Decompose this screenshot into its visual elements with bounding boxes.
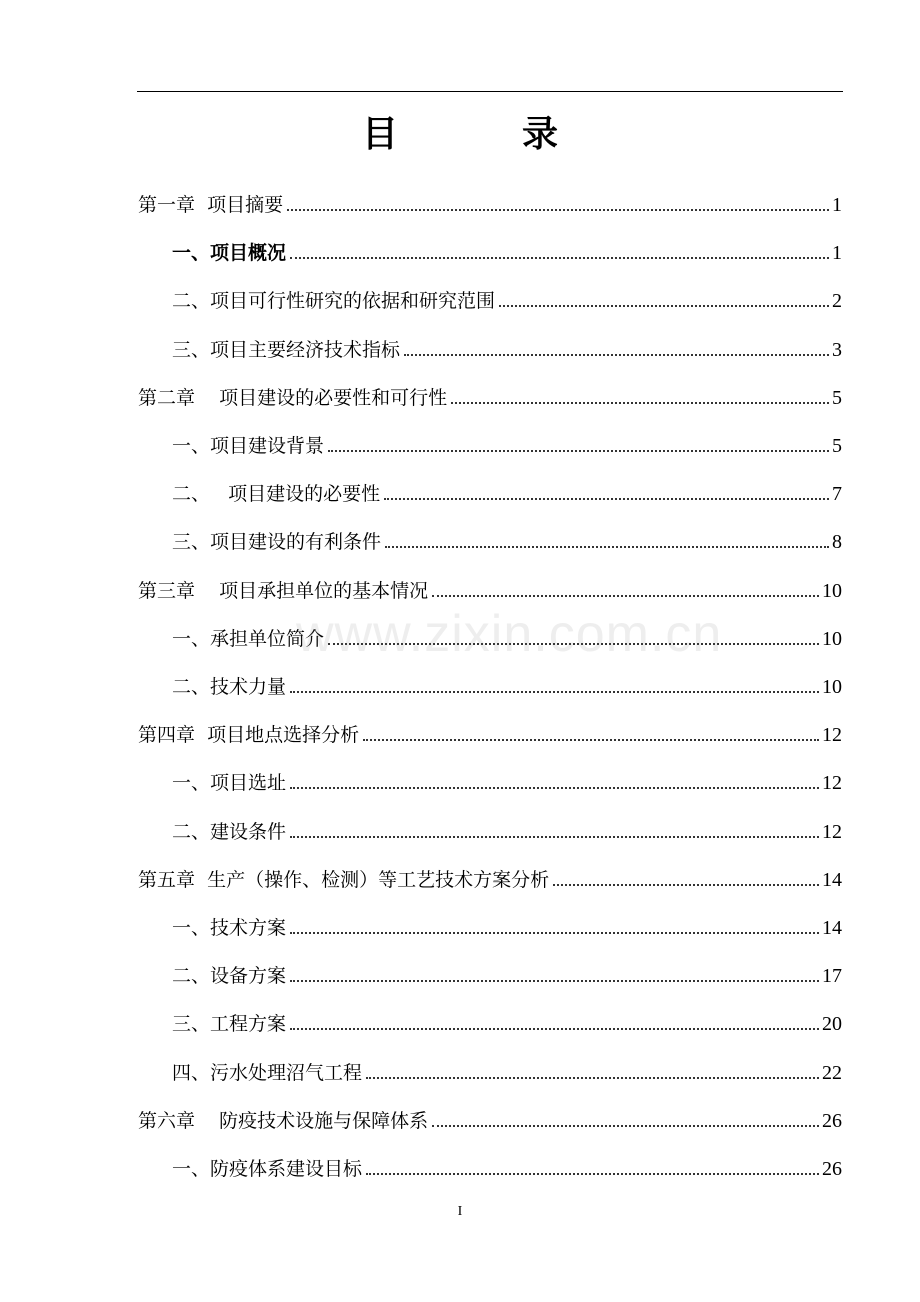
toc-entry-text: 二、技术力量 bbox=[172, 676, 287, 698]
toc-entry-text: 二、建设条件 bbox=[172, 821, 287, 843]
toc-entry[interactable] bbox=[138, 863, 842, 893]
toc-entry-page: 26 bbox=[822, 1110, 842, 1132]
toc-entry-text: 一、项目建设背景 bbox=[172, 435, 325, 457]
toc-entry-text: 一、项目选址 bbox=[172, 772, 287, 794]
toc-entry-text: 第二章 项目建设的必要性和可行性 bbox=[138, 387, 448, 409]
toc-entry[interactable] bbox=[172, 911, 842, 941]
toc-entry-text: 第四章 项目地点选择分析 bbox=[138, 724, 360, 746]
toc-entry[interactable] bbox=[172, 1056, 842, 1086]
dot-leader bbox=[384, 498, 829, 500]
toc-entry[interactable] bbox=[172, 670, 842, 700]
toc-entry-page: 5 bbox=[832, 435, 842, 457]
dot-leader bbox=[287, 209, 829, 211]
dot-leader bbox=[290, 932, 819, 934]
toc-entry[interactable] bbox=[138, 188, 842, 218]
toc-entry[interactable] bbox=[172, 236, 842, 266]
toc-entry[interactable] bbox=[138, 574, 842, 604]
toc-entry-text: 第六章 防疫技术设施与保障体系 bbox=[138, 1110, 429, 1132]
toc-entry[interactable] bbox=[138, 381, 842, 411]
toc-entry-text: 第一章 项目摘要 bbox=[138, 194, 284, 216]
dot-leader bbox=[290, 980, 819, 982]
dot-leader bbox=[328, 450, 829, 452]
toc-entry[interactable] bbox=[172, 766, 842, 796]
toc-entry-page: 2 bbox=[832, 290, 842, 312]
header-rule bbox=[137, 91, 843, 92]
toc-entry-text: 一、项目概况 bbox=[172, 242, 287, 264]
dot-leader bbox=[553, 884, 819, 886]
dot-leader bbox=[385, 546, 829, 548]
toc-entry-text: 三、项目建设的有利条件 bbox=[172, 531, 382, 553]
toc-entry-text: 一、承担单位简介 bbox=[172, 628, 325, 650]
toc-entry-text: 第三章 项目承担单位的基本情况 bbox=[138, 580, 429, 602]
toc-entry-page: 17 bbox=[822, 965, 842, 987]
dot-leader bbox=[404, 354, 829, 356]
toc-entry-page: 8 bbox=[832, 531, 842, 553]
toc-entry-page: 26 bbox=[822, 1158, 842, 1180]
toc-entry-text: 三、工程方案 bbox=[172, 1013, 287, 1035]
toc-entry[interactable] bbox=[172, 815, 842, 845]
dot-leader bbox=[290, 787, 819, 789]
dot-leader bbox=[366, 1173, 819, 1175]
dot-leader bbox=[290, 257, 829, 259]
toc-entry[interactable] bbox=[172, 1007, 842, 1037]
dot-leader bbox=[451, 402, 829, 404]
dot-leader bbox=[366, 1077, 819, 1079]
toc-entry-text: 一、技术方案 bbox=[172, 917, 287, 939]
toc-entry-text: 二、项目可行性研究的依据和研究范围 bbox=[172, 290, 496, 312]
toc-entry-page: 14 bbox=[822, 869, 842, 891]
dot-leader bbox=[290, 836, 819, 838]
dot-leader bbox=[290, 691, 819, 693]
toc-entry-page: 1 bbox=[832, 194, 842, 216]
toc-entry[interactable] bbox=[172, 525, 842, 555]
toc-entry[interactable] bbox=[172, 429, 842, 459]
toc-entry-page: 10 bbox=[822, 628, 842, 650]
toc-entry-page: 20 bbox=[822, 1013, 842, 1035]
toc-entry-page: 10 bbox=[822, 580, 842, 602]
toc-entry-text: 三、项目主要经济技术指标 bbox=[172, 339, 401, 361]
toc-entry[interactable] bbox=[172, 959, 842, 989]
dot-leader bbox=[363, 739, 819, 741]
toc-entry[interactable] bbox=[138, 718, 842, 748]
toc-entry[interactable] bbox=[172, 477, 842, 507]
toc-entry-text: 一、防疫体系建设目标 bbox=[172, 1158, 363, 1180]
toc-entry[interactable] bbox=[172, 284, 842, 314]
toc-entry-text: 第五章 生产（操作、检测）等工艺技术方案分析 bbox=[138, 869, 550, 891]
dot-leader bbox=[290, 1028, 819, 1030]
toc-entry-page: 14 bbox=[822, 917, 842, 939]
dot-leader bbox=[432, 595, 819, 597]
toc-entry-page: 22 bbox=[822, 1062, 842, 1084]
toc-entry-text: 二、设备方案 bbox=[172, 965, 287, 987]
toc-title: 目 录 bbox=[361, 114, 602, 155]
toc-entry-page: 12 bbox=[822, 724, 842, 746]
toc-entry-page: 3 bbox=[832, 339, 842, 361]
dot-leader bbox=[499, 305, 829, 307]
toc-entry[interactable] bbox=[172, 333, 842, 363]
toc-entry-page: 12 bbox=[822, 821, 842, 843]
watermark: www.zixin.com.cn bbox=[296, 605, 723, 663]
toc-entry[interactable] bbox=[172, 622, 842, 652]
toc-entry-page: 1 bbox=[832, 242, 842, 264]
toc-entry[interactable] bbox=[172, 1152, 842, 1182]
dot-leader bbox=[432, 1125, 819, 1127]
dot-leader bbox=[328, 643, 819, 645]
toc-entry-page: 5 bbox=[832, 387, 842, 409]
toc-entry-page: 10 bbox=[822, 676, 842, 698]
toc-entry-page: 12 bbox=[822, 772, 842, 794]
toc-entry-page: 7 bbox=[832, 483, 842, 505]
toc-entry-text: 四、污水处理沼气工程 bbox=[172, 1062, 363, 1084]
toc-entry-text: 二、 项目建设的必要性 bbox=[172, 483, 381, 505]
page-number: I bbox=[457, 1204, 463, 1219]
toc-entry[interactable] bbox=[138, 1104, 842, 1134]
